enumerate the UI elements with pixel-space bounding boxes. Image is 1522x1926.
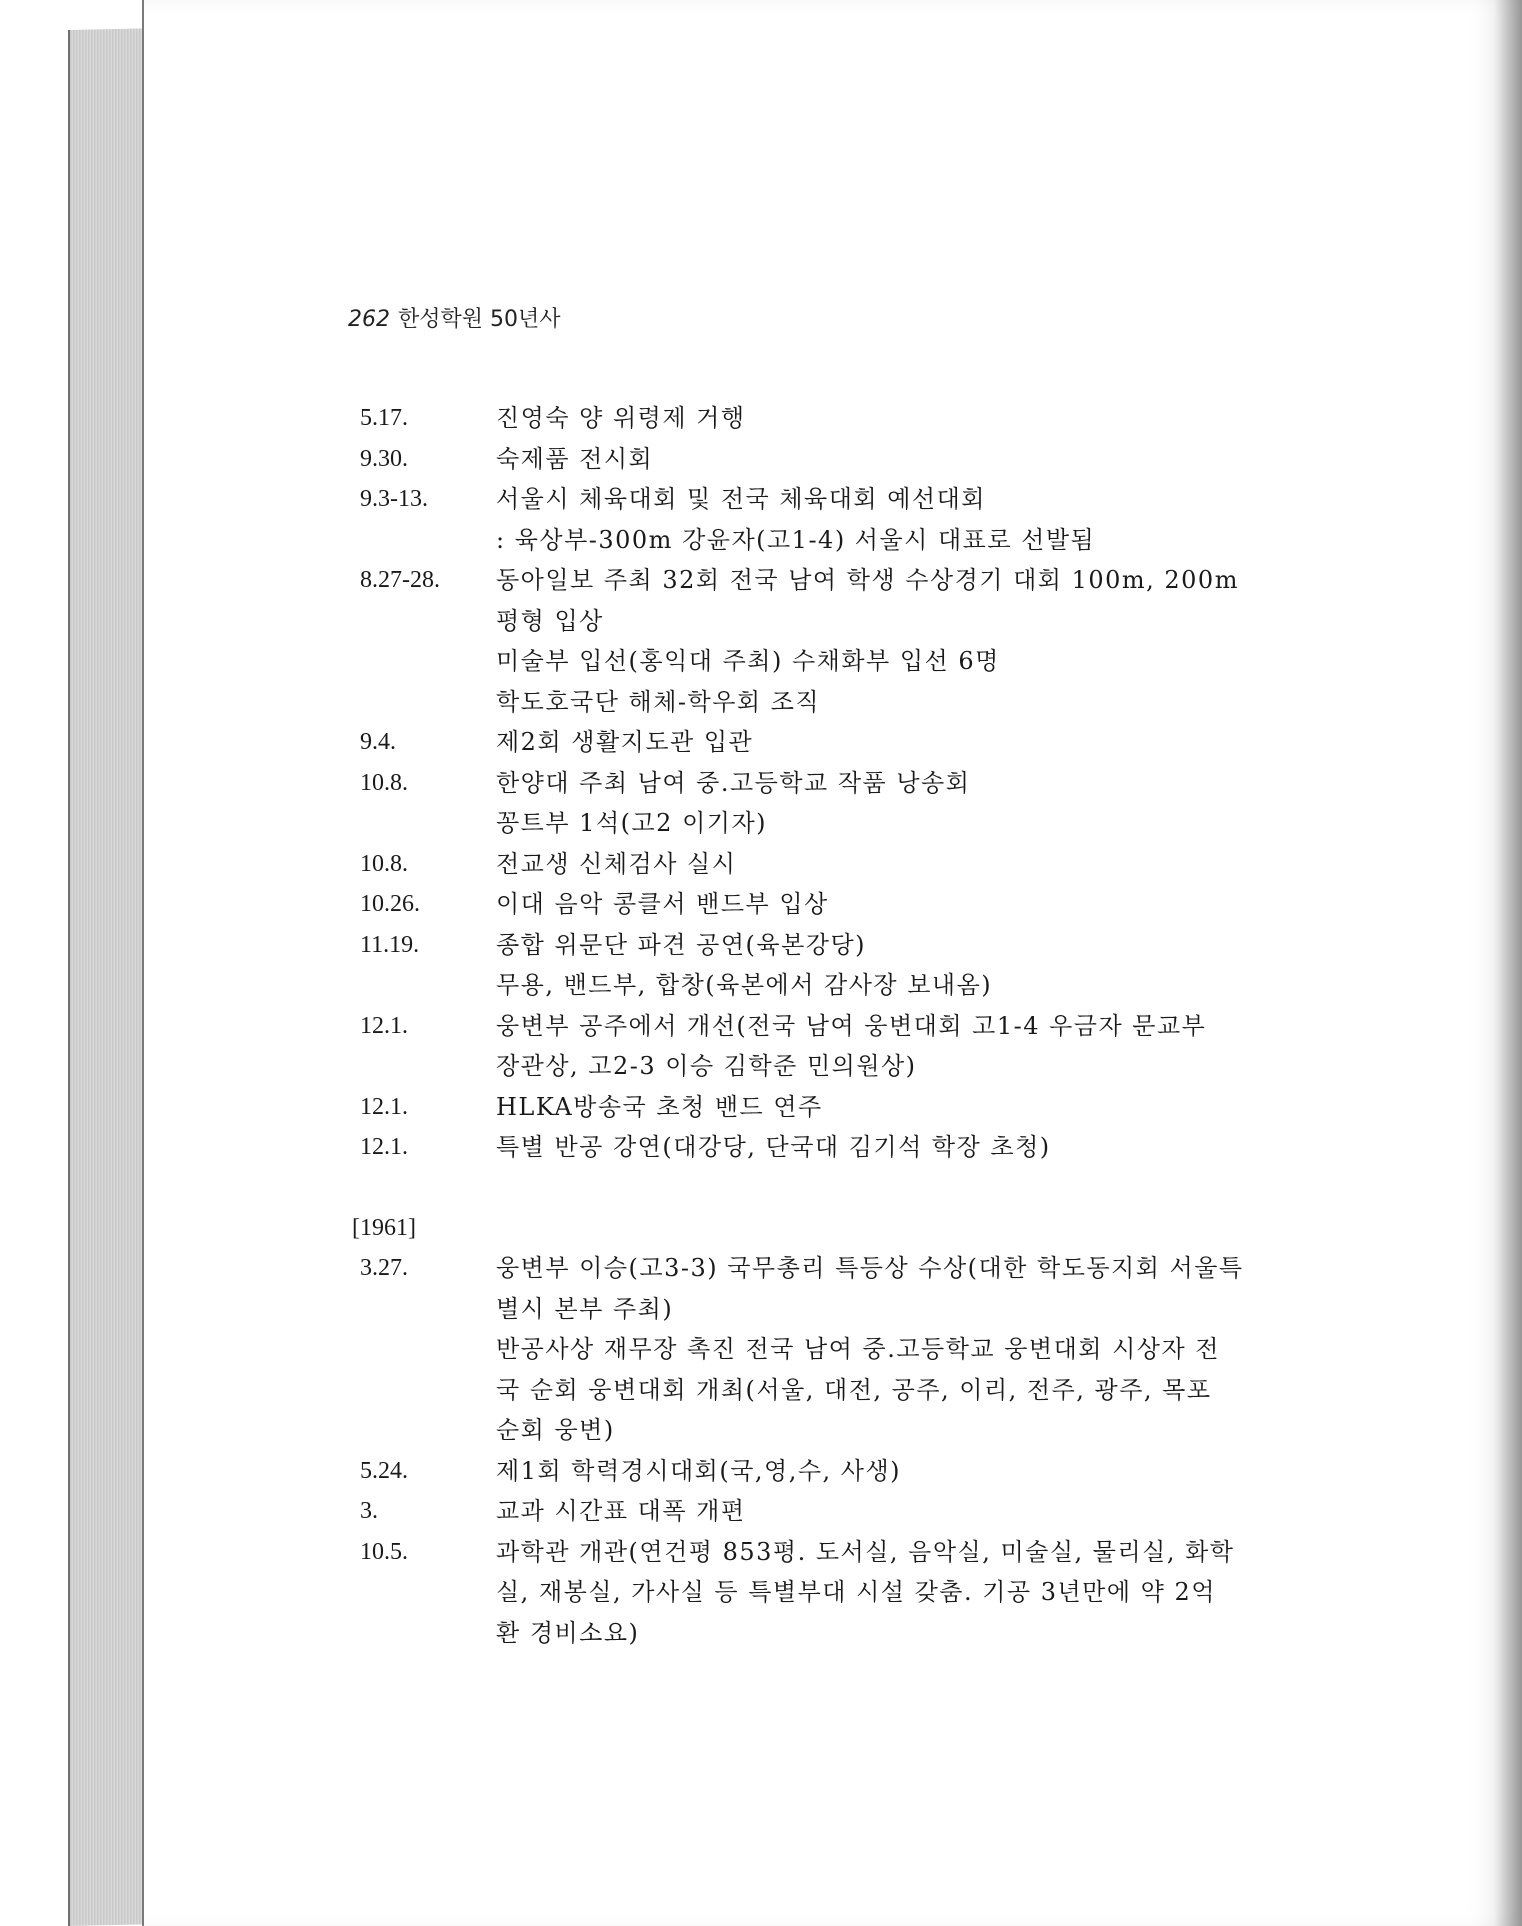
entry-line: 진영숙 양 위령제 거행: [496, 404, 746, 432]
entry-line: 평형 입상: [496, 606, 604, 635]
entry-date: 11.19.: [360, 931, 420, 958]
chronology-entry: [352, 763, 1272, 844]
entry-line: 서울시 체육대회 및 전국 체육대회 예선대회: [496, 485, 986, 513]
entry-text: [496, 1248, 1272, 1451]
entry-date: 9.3-13.: [360, 486, 428, 512]
entry-text: [496, 1451, 1272, 1492]
chronology-entry: [352, 1451, 1272, 1492]
entry-text: [496, 884, 1272, 925]
entry-date: 9.4.: [360, 729, 396, 755]
book-title: 한성학원 50년사: [398, 307, 561, 332]
entry-date: 10.5.: [360, 1538, 408, 1565]
entry-date: 5.17.: [360, 405, 408, 431]
page-edges: [68, 28, 150, 1926]
entry-text: [496, 1532, 1272, 1654]
chronology-entry: [352, 884, 1272, 925]
chronology-entry: [352, 722, 1272, 763]
entry-text: [496, 722, 1272, 763]
entry-text: [496, 398, 1272, 439]
chronology-entry: [352, 844, 1272, 885]
entry-line: 과학관 개관(연건평 853평. 도서실, 음악실, 미술실, 물리실, 화학: [496, 1537, 1235, 1566]
entry-line: 교과 시간표 대폭 개편: [496, 1497, 746, 1525]
entry-line: : 육상부-300m 강윤자(고1-4) 서울시 대표로 선발됨: [496, 525, 1096, 554]
entry-text: [496, 844, 1272, 885]
chronology-entry: [352, 560, 1272, 722]
entry-date: 9.30.: [360, 445, 408, 472]
entry-line: 꽁트부 1석(고2 이기자): [496, 809, 767, 837]
entry-date: 5.24.: [360, 1457, 408, 1484]
entry-line: 국 순회 웅변대회 개최(서울, 대전, 공주, 이리, 전주, 광주, 목포: [496, 1375, 1212, 1404]
entry-line: 숙제품 전시회: [496, 444, 654, 473]
entry-text: [496, 1127, 1272, 1168]
chronology-entry: [352, 1532, 1272, 1654]
chronology-entry: [352, 925, 1272, 1006]
entry-line: 제1회 학력경시대회(국,영,수, 사생): [496, 1456, 902, 1485]
page-shadow: [1494, 0, 1522, 1926]
entry-text: [496, 560, 1272, 722]
entry-text: [496, 925, 1272, 1006]
entry-line: 한양대 주최 남여 중.고등학교 작품 낭송회: [496, 768, 971, 797]
entry-line: 반공사상 재무장 촉진 전국 남여 중.고등학교 웅변대회 시상자 전: [496, 1335, 1220, 1363]
page-number: 262: [348, 307, 390, 332]
chronology-entry: [352, 1087, 1272, 1128]
entry-date: 12.1.: [360, 1012, 408, 1039]
chronology-entry: [352, 1248, 1272, 1451]
entry-line: 이대 음악 콩클서 밴드부 입상: [496, 890, 829, 918]
entry-line: 웅변부 공주에서 개선(전국 남여 웅변대회 고1-4 우금자 문교부: [496, 1011, 1207, 1040]
entry-line: HLKA방송국 초청 밴드 연주: [496, 1092, 823, 1121]
entry-line: 전교생 신체검사 실시: [496, 849, 737, 878]
entry-line: 동아일보 주최 32회 전국 남여 학생 수상경기 대회 100m, 200m: [496, 566, 1239, 594]
entry-line: 종합 위문단 파견 공연(육본강당): [496, 930, 867, 959]
entry-text: [496, 1491, 1272, 1532]
entry-date: 10.8.: [360, 850, 408, 877]
entry-line: 무용, 밴드부, 합창(육본에서 감사장 보내옴): [496, 971, 993, 999]
chronology: [352, 398, 1272, 1653]
running-header: [348, 302, 561, 333]
entry-line: 순회 웅변): [496, 1416, 615, 1444]
entry-date: 12.1.: [360, 1093, 408, 1120]
entry-text: [496, 1006, 1272, 1087]
entry-text: [496, 479, 1272, 560]
entry-date: 8.27-28.: [360, 567, 440, 593]
entry-line: 미술부 입선(홍익대 주최) 수채화부 입선 6명: [496, 647, 1000, 675]
entry-line: 실, 재봉실, 가사실 등 특별부대 시설 갖춤. 기공 3년만에 약 2억: [496, 1578, 1216, 1606]
entry-line: 제2회 생활지도관 입관: [496, 728, 754, 756]
entry-line: 장관상, 고2-3 이승 김학준 민의원상): [496, 1052, 917, 1080]
entry-line: 웅변부 이승(고3-3) 국무총리 특등상 수상(대한 학도동지회 서울특: [496, 1254, 1244, 1282]
chronology-1961: [352, 1248, 1272, 1653]
chronology-entry: [352, 439, 1272, 480]
entry-date: 10.8.: [360, 769, 408, 796]
entry-line: 환 경비소요): [496, 1618, 640, 1647]
entry-date: 3.: [360, 1498, 378, 1524]
entry-date: 3.27.: [360, 1255, 408, 1281]
entry-line: 학도호국단 해체-학우회 조직: [496, 687, 821, 716]
chronology-entry: [352, 1006, 1272, 1087]
entry-text: [496, 439, 1272, 480]
year-heading: [1961]: [352, 1214, 416, 1241]
chronology-1960: [352, 398, 1272, 1168]
chronology-entry: [352, 1127, 1272, 1168]
chronology-entry: [352, 398, 1272, 439]
entry-text: [496, 1087, 1272, 1128]
chronology-entry: [352, 1491, 1272, 1532]
entry-line: 별시 본부 주최): [496, 1294, 674, 1323]
entry-date: 12.1.: [360, 1134, 408, 1160]
entry-date: 10.26.: [360, 891, 420, 917]
entry-text: [496, 763, 1272, 844]
chronology-entry: [352, 479, 1272, 560]
entry-line: 특별 반공 강연(대강당, 단국대 김기석 학장 초청): [496, 1133, 1051, 1161]
